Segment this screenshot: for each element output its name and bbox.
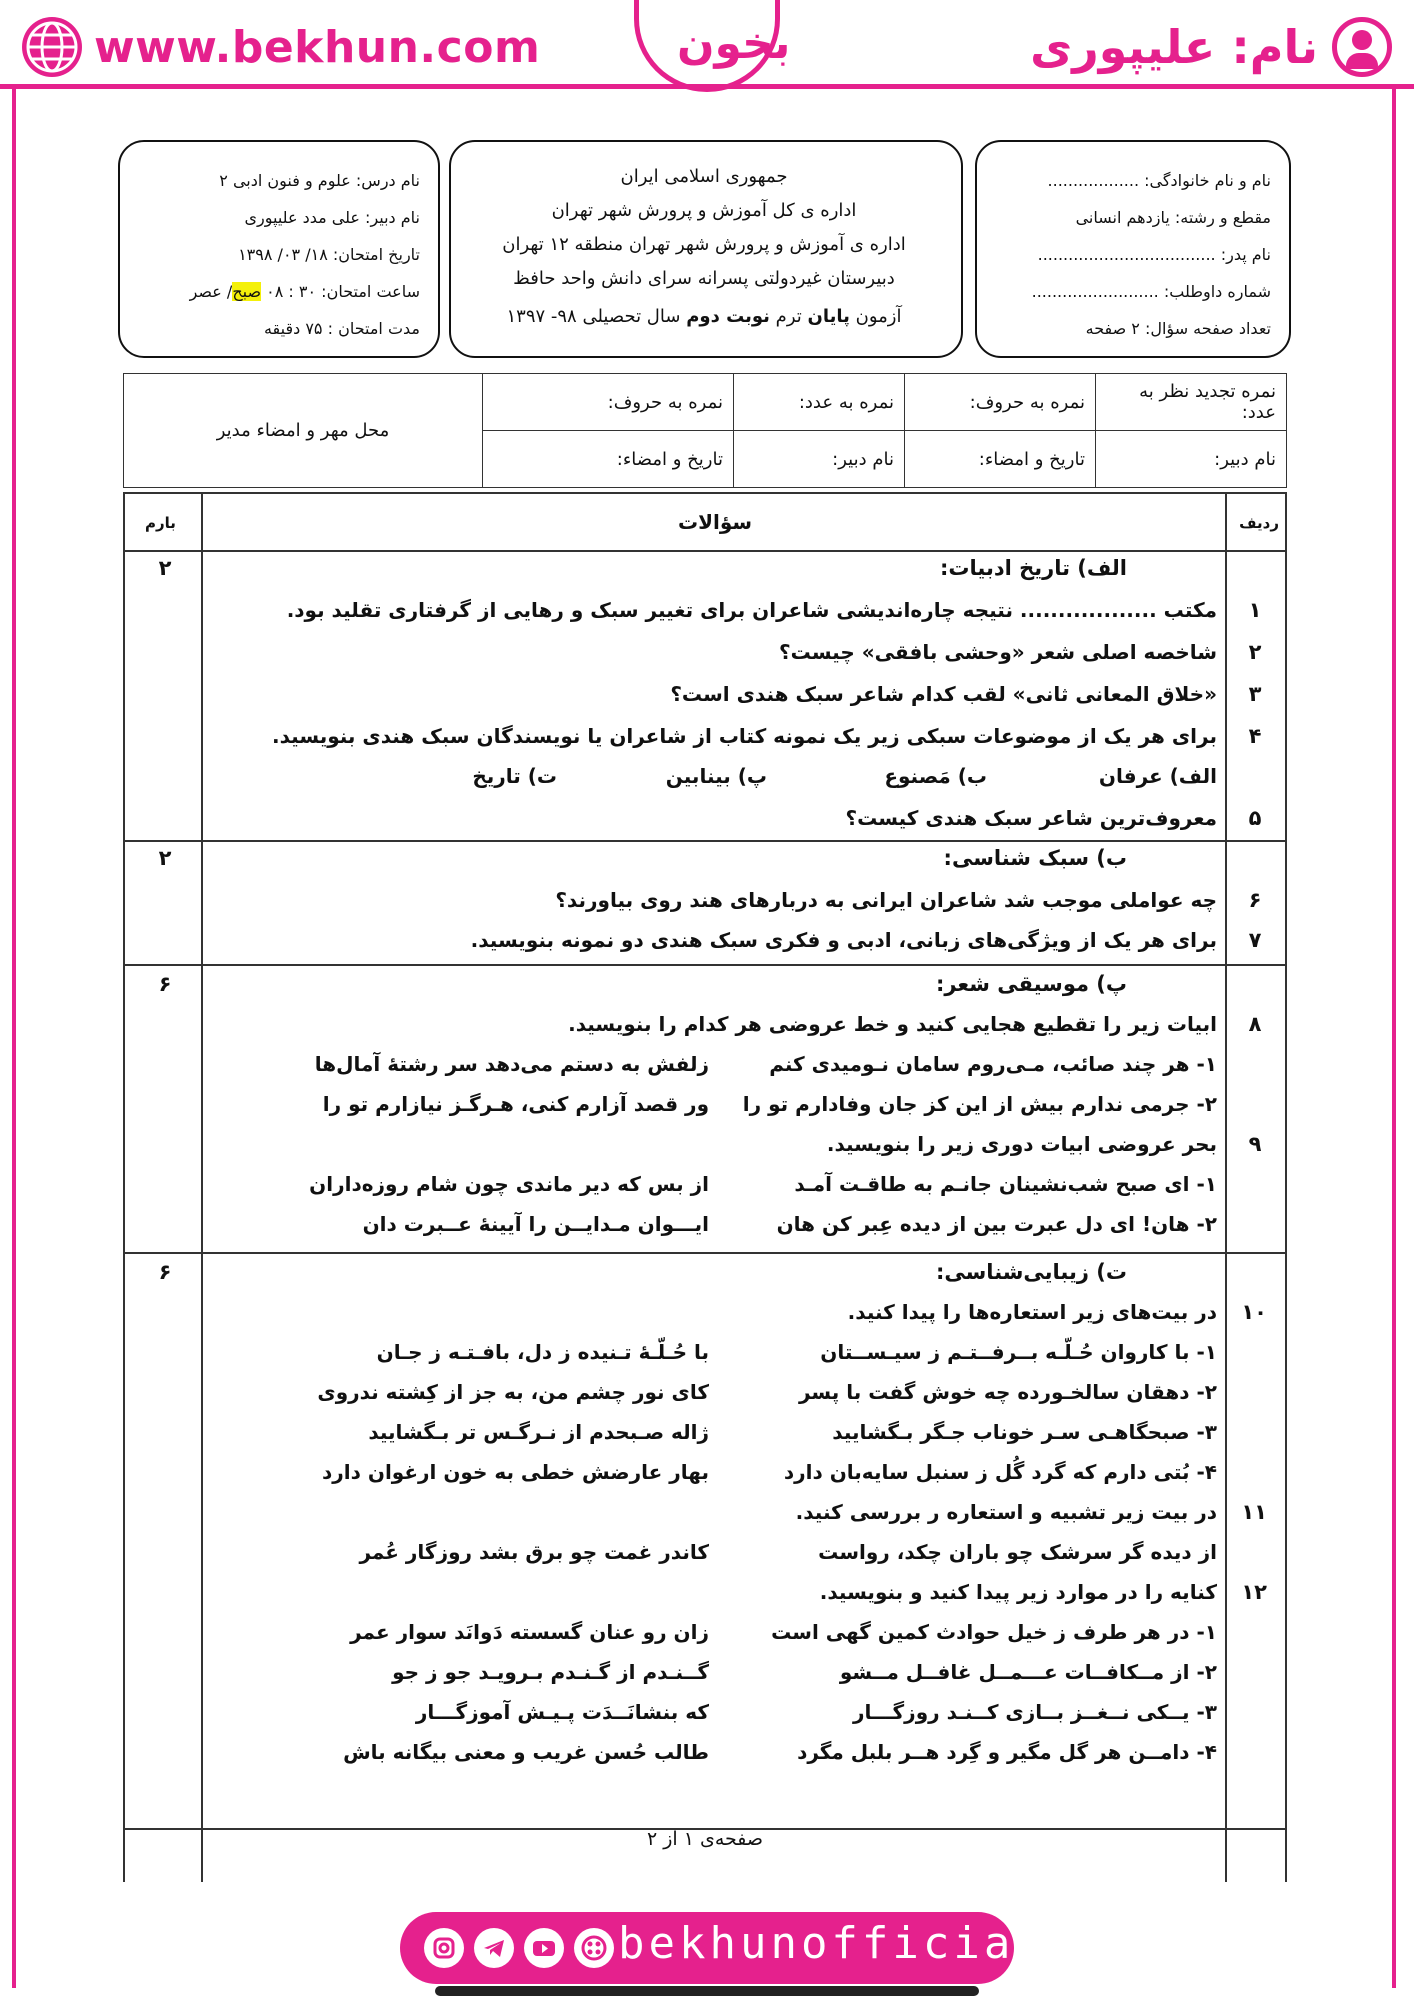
question-text: کنایه را در موارد زیر پیدا کنید و بنویسید.: [819, 1580, 1217, 1604]
question-text: برای هر یک از ویژگی‌های زبانی، ادبی و فکری سبک هندی دو نمونه بنویسید.: [470, 928, 1217, 952]
grade-number: نمره به عدد:: [734, 374, 905, 431]
question-number: ۱۱: [1241, 1500, 1267, 1524]
grade-table: [123, 373, 1287, 488]
verse-first: ۱- هر چند صائب، مـی‌روم سامان نـومیدی کنم: [769, 1052, 1217, 1076]
aparat-icon[interactable]: [574, 1928, 614, 1968]
verse-second: ور قصد آزارم کنی، هـرگـز نیازارم تو را: [322, 1092, 709, 1116]
student-grade: مقطع و رشته: یازدهم انسانی: [1075, 208, 1271, 227]
school-info-box: [449, 140, 963, 358]
page-number: صفحه‌ی ۱ از ۲: [646, 1828, 764, 1850]
grade-sign: تاریخ و امضاء:: [483, 431, 734, 488]
question-number: ۶: [1248, 888, 1262, 912]
question-number: ۸: [1248, 1012, 1262, 1036]
social-handle[interactable]: bekhunofficial: [618, 1918, 1045, 1969]
verse-first: ۲- جرمی ندارم بیش از این کز جان وفادارم تو را: [742, 1092, 1217, 1116]
student-name-banner: [1030, 14, 1392, 80]
border: [123, 840, 1287, 842]
exam-title: آزمون پایان ترم نوبت دوم سال تحصیلی ۹۸- ۱۳۹۷: [506, 306, 902, 327]
telegram-icon[interactable]: [474, 1928, 514, 1968]
verse-first: ۲- از مــکافــات عـــمــل غافــل مــشو: [839, 1660, 1217, 1684]
globe-icon: [22, 17, 82, 77]
question-number: ۵: [1248, 806, 1262, 830]
verse-first: از دیده گر سرشک چو باران چکد، رواست: [818, 1540, 1217, 1564]
row-header: ردیف: [1239, 514, 1279, 532]
student-info-box: [975, 140, 1291, 358]
social-bar: [400, 1912, 1045, 1984]
section-title-p: پ) موسیقی شعر:: [935, 972, 1127, 996]
option: الف) عرفان: [1098, 764, 1217, 788]
student-fullname: نام و نام خانوادگی: ..................: [1047, 171, 1271, 190]
page-count: تعداد صفحه سؤال: ۲ صفحه: [1085, 319, 1271, 338]
review-letters: نمره به حروف:: [905, 374, 1096, 431]
question-text: در بیت زیر تشبیه و استعاره ر بررسی کنید.: [795, 1500, 1217, 1524]
border: [123, 492, 125, 1882]
question-number: ۱۲: [1241, 1580, 1267, 1604]
district-office: اداره ی آموزش و پرورش شهر تهران منطقه ۱۲ تهران: [502, 234, 906, 255]
exam-duration: مدت امتحان : ۷۵ دقیقه: [263, 319, 420, 338]
verse-first: ۱- ای صبح شب‌نشینان جانـم به طاقـت آمـد: [794, 1172, 1217, 1196]
instagram-icon[interactable]: [424, 1928, 464, 1968]
website-text: www.bekhun.com: [94, 21, 541, 73]
verse-first: ۲- هان! ای دل عبرت بین از دیده عِبر کن هان: [776, 1212, 1217, 1236]
option: ت) تاریخ: [472, 764, 557, 788]
verse-first: ۴- بُتی دارم که گرد گُل ز سنبل سایه‌بان دارد: [783, 1460, 1217, 1484]
province-office: اداره ی کل آموزش و پرورش شهر تهران: [551, 200, 857, 221]
verse-second: کاندر غمت چو برق بشد روزگار عُمر: [359, 1540, 709, 1564]
country-title: جمهوری اسلامی ایران: [620, 166, 788, 187]
option: ب) مَصنوع: [884, 764, 987, 788]
verse-second: با حُـلّـهٔ تـنیده ز دل، بافـتـه ز جـان: [376, 1340, 709, 1364]
verse-second: ژاله صـبحدم از نـرگـس تر بـگشایید: [368, 1420, 709, 1444]
principal-stamp: محل مهر و امضاء مدیر: [124, 374, 483, 488]
question-text: «خلاق المعانی ثانی» لقب کدام شاعر سبک هندی است؟: [670, 682, 1217, 706]
review-number: نمره تجدید نظر به عدد:: [1096, 374, 1287, 431]
questions-table: [123, 492, 1287, 1882]
border: [123, 1252, 1287, 1254]
course-name: نام درس: علوم و فنون ادبی ۲: [219, 171, 420, 190]
question-text: شاخصه اصلی شعر «وحشی بافقی» چیست؟: [779, 640, 1217, 664]
question-text: مکتب .................. نتیجه چاره‌اندیشی شاعران برای تغییر سبک و رهایی از گرفتاری تقلید بود.: [286, 598, 1217, 622]
section-title-b: ب) سبک شناسی:: [943, 846, 1127, 870]
verse-second: طالب حُسن غریب و معنی بیگانه باش: [343, 1740, 709, 1764]
grade-teacher: نام دبیر:: [734, 431, 905, 488]
option: پ) بینابین: [665, 764, 767, 788]
question-number: ۲: [1248, 640, 1262, 664]
verse-first: ۱- با کاروان حُـلّـه بــرفــتـم ز سیـســتان: [820, 1340, 1217, 1364]
question-text: ابیات زیر را تقطیع هجایی کنید و خط عروضی هر کدام را بنویسید.: [568, 1012, 1217, 1036]
user-icon: [1332, 17, 1392, 77]
question-text: معروف‌ترین شاعر سبک هندی کیست؟: [845, 806, 1217, 830]
exam-date: تاریخ امتحان: ۱۸/ ۰۳/ ۱۳۹۸: [238, 245, 420, 264]
student-father: نام پدر: ...................................: [1037, 245, 1271, 264]
verse-second: ایـــوان مـدایــن را آیینهٔ عــبرت دان: [362, 1212, 709, 1236]
border: [1225, 492, 1227, 1882]
questions-header: سؤالات: [678, 510, 753, 534]
exam-time: ساعت امتحان: ۳۰ : ۰۸ صبح/ عصر: [189, 282, 420, 301]
grade-letters: نمره به حروف:: [483, 374, 734, 431]
teacher-name: نام دبیر: علی مدد علیپوری: [244, 208, 420, 227]
review-sign: تاریخ و امضاء:: [905, 431, 1096, 488]
verse-second: زان رو عنان گسسته دَوانَد سوار عمر: [350, 1620, 709, 1644]
question-text: چه عواملی موجب شد شاعران ایرانی به دربارهای هند روی بیاورند؟: [555, 888, 1217, 912]
logo-mark: بخون: [677, 18, 791, 69]
verse-first: ۳- صبحگاهـی سـر خوناب جـگر بـگشایید: [832, 1420, 1217, 1444]
question-number: ۴: [1248, 724, 1262, 748]
candidate-number: شماره داوطلب: .........................: [1031, 282, 1271, 301]
verse-first: ۳- یــکی نــغــز بــازی کــنـد روزگـــار: [853, 1700, 1217, 1724]
verse-second: کای نور چشم من، به جز از کِشته ندروی: [317, 1380, 709, 1404]
question-text: در بیت‌های زیر استعاره‌ها را پیدا کنید.: [847, 1300, 1217, 1324]
verse-first: ۱- در هر طرف ز خیل حوادث کمین گهی است: [771, 1620, 1217, 1644]
verse-second: که بنشانَــدَت پـیـش آموزگـــار: [415, 1700, 709, 1724]
border: [123, 550, 1287, 552]
section-score-a: ۲: [158, 556, 172, 580]
question-number: ۱: [1248, 598, 1262, 622]
score-header: بارم: [145, 514, 176, 532]
question-number: ۳: [1248, 682, 1262, 706]
border: [123, 492, 1287, 494]
section-score-p: ۶: [158, 972, 172, 996]
verse-second: بهار عارضش خطی به خون ارغوان دارد: [322, 1460, 709, 1484]
verse-second: از بس که دیر ماندی چون شام روزه‌داران: [309, 1172, 709, 1196]
border: [1285, 492, 1287, 1882]
footer-shadow: [435, 1986, 979, 1996]
school-name: دبیرستان غیردولتی پسرانه سرای دانش واحد حافظ: [513, 268, 895, 289]
section-title-t: ت) زیبایی‌شناسی:: [936, 1260, 1127, 1284]
question-text: برای هر یک از موضوعات سبکی زیر یک نمونه کتاب از شاعران یا نویسندگان سبک هندی بنویسید.: [272, 724, 1217, 748]
top-band: [0, 0, 1414, 95]
website-link[interactable]: [22, 14, 540, 80]
border: [201, 492, 203, 1882]
question-number: ۱۰: [1241, 1300, 1267, 1324]
verse-first: ۴- دامــن هر گل مگیر و گِرد هــر بلبل مگرد: [797, 1740, 1217, 1764]
question-text: بحر عروضی ابیات دوری زیر را بنویسید.: [826, 1132, 1217, 1156]
section-score-t: ۶: [158, 1260, 172, 1284]
question-number: ۹: [1248, 1132, 1262, 1156]
question-number: ۷: [1248, 928, 1262, 952]
time-highlight: صبح: [232, 282, 262, 301]
verse-first: ۲- دهقان سالخـورده چه خوش گفت با پسر: [798, 1380, 1217, 1404]
section-title-a: الف) تاریخ ادبیات:: [939, 556, 1127, 580]
verse-second: گــنـدم از گـنـدم بـرویـد جو ز جو: [392, 1660, 709, 1684]
exam-info-box: [118, 140, 440, 358]
brand-logo: [634, 0, 791, 92]
section-score-b: ۲: [158, 846, 172, 870]
review-teacher: نام دبیر:: [1096, 431, 1287, 488]
youtube-icon[interactable]: [524, 1928, 564, 1968]
student-name: نام: علیپوری: [1030, 20, 1318, 74]
verse-second: زلفش به دستم می‌دهد سر رشتهٔ آمال‌ها: [314, 1052, 709, 1076]
border: [123, 964, 1287, 966]
